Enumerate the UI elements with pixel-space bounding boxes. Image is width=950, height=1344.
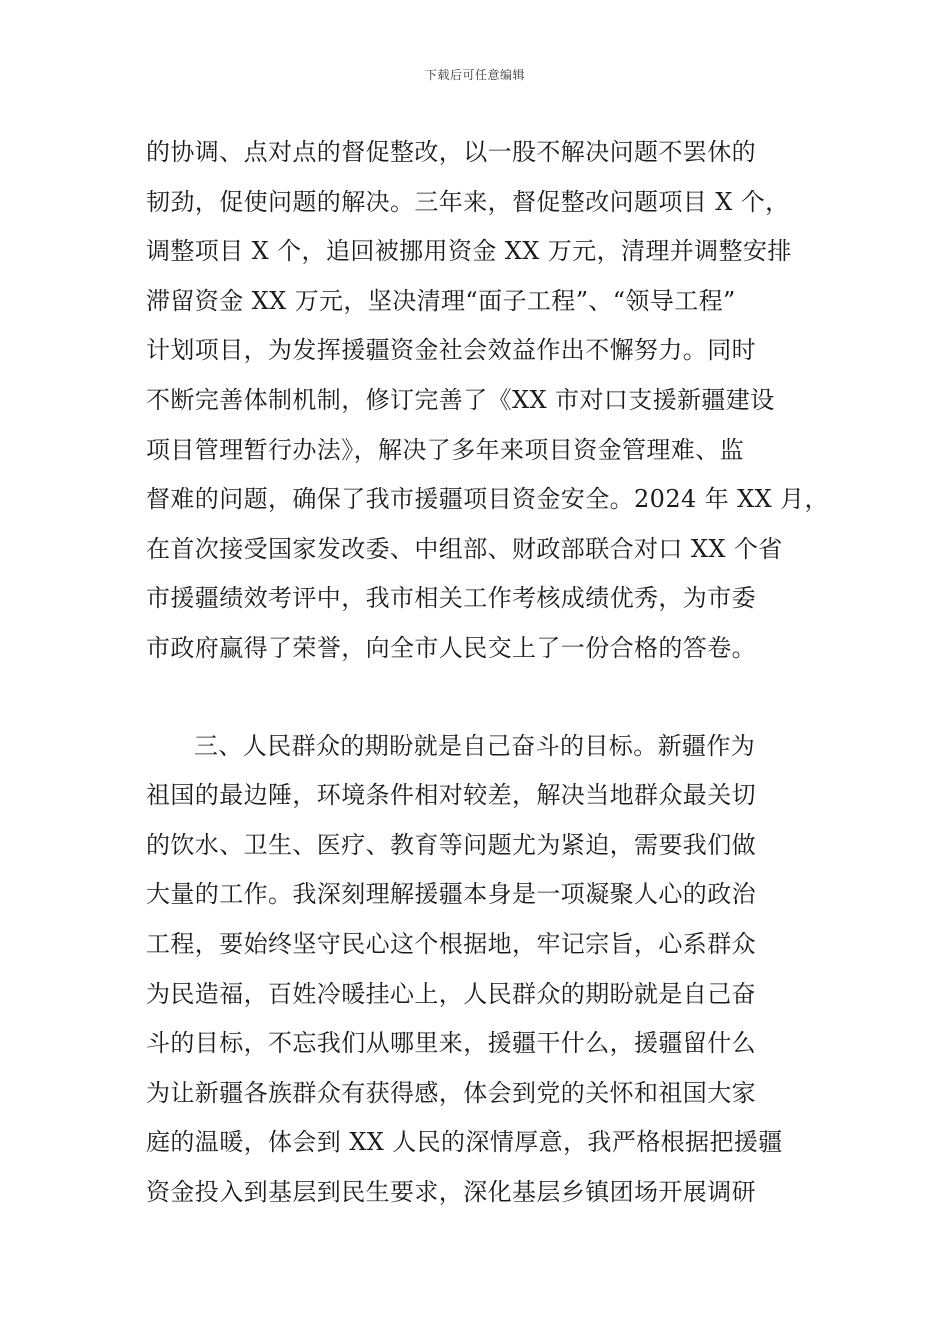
text-line: 不断完善体制机制，修订完善了《XX 市对口支援新疆建设 <box>146 385 775 414</box>
page-header-note: 下载后可任意编辑 <box>424 68 525 82</box>
text-line: 的饮水、卫生、医疗、教育等问题尤为紧迫，需要我们做 <box>146 830 756 859</box>
text-line: 资金投入到基层到民生要求，深化基层乡镇团场开展调研 <box>146 1177 756 1206</box>
text-line: 的协调、点对点的督促整改，以一股不解决问题不罢休的 <box>146 138 756 166</box>
text-line: 为民造福，百姓冷暖挂心上，人民群众的期盼就是自己奋 <box>146 979 756 1008</box>
text-line: 大量的工作。我深刻理解援疆本身是一项凝聚人心的政治 <box>146 880 756 909</box>
text-line: 祖国的最边陲，环境条件相对较差，解决当地群众最关切 <box>146 781 756 810</box>
text-line: 市援疆绩效考评中，我市相关工作考核成绩优秀，为市委 <box>146 584 756 613</box>
text-line: 调整项目 X 个，追回被挪用资金 XX 万元，清理并调整安排 <box>146 237 792 266</box>
text-line: 在首次接受国家发改委、中组部、财政部联合对口 XX 个省 <box>146 534 783 563</box>
text-line: 项目管理暂行办法》，解决了多年来项目资金管理难、监 <box>146 435 744 464</box>
paragraph-gap <box>146 674 836 722</box>
document-body <box>146 128 836 1217</box>
text-line: 计划项目，为发挥援疆资金社会效益作出不懈努力。同时 <box>146 336 756 365</box>
text-line: 督难的问题，确保了我市援疆项目资金安全。2024 年 XX 月， <box>146 485 829 514</box>
text-line-heading: 三、人民群众的期盼就是自己奋斗的目标。新疆作为 <box>194 731 756 760</box>
text-line: 庭的温暖，体会到 XX 人民的深情厚意，我严格根据把援疆 <box>146 1128 783 1157</box>
text-line: 韧劲，促使问题的解决。三年来，督促整改问题项目 X 个， <box>146 187 790 216</box>
text-line: 斗的目标，不忘我们从哪里来，援疆干什么，援疆留什么 <box>146 1029 756 1058</box>
text-line: 滞留资金 XX 万元，坚决清理“面子工程”、“领导工程” <box>146 286 736 315</box>
text-line: 为让新疆各族群众有获得感，体会到党的关怀和祖国大家 <box>146 1078 756 1107</box>
paragraph-2 <box>146 722 836 1218</box>
text-line: 工程，要始终坚守民心这个根据地，牢记宗旨，心系群众 <box>146 929 756 958</box>
paragraph-1 <box>146 128 836 674</box>
text-line: 市政府赢得了荣誉，向全市人民交上了一份合格的答卷。 <box>146 633 756 662</box>
